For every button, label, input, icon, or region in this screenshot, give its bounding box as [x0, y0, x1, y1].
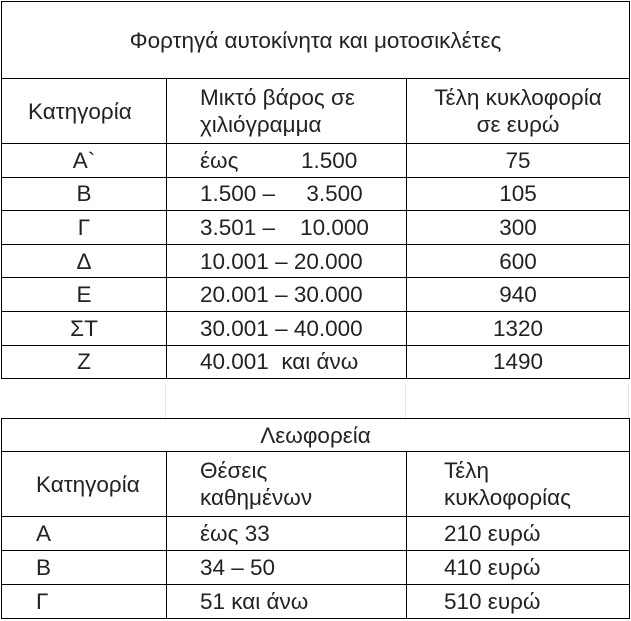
table-row — [2, 311, 630, 345]
header-fee-line1: Τέλη — [444, 458, 490, 483]
cell-category: Ε — [2, 278, 167, 312]
cell-fee: 210 ευρώ — [407, 517, 630, 551]
table-row — [2, 517, 630, 551]
table-title-row — [2, 2, 630, 79]
truck-table-title: Φορτηγά αυτοκίνητα και μοτοσικλέτες — [2, 2, 630, 79]
header-fee-line2: κυκλοφορίας — [444, 485, 571, 510]
spacer-divider — [405, 384, 406, 418]
cell-fee: 105 — [407, 177, 630, 211]
header-fee — [407, 79, 630, 144]
header-category — [2, 79, 167, 144]
header-category — [2, 452, 167, 517]
header-fee-line2: σε ευρώ — [476, 112, 560, 137]
header-seats-line2: καθημένων — [200, 485, 313, 510]
header-seats — [167, 452, 407, 517]
header-category-label: Κατηγορία — [28, 98, 132, 124]
cell-category: Α — [2, 517, 167, 551]
cell-weight: 40.001 και άνω — [167, 345, 407, 379]
table-row — [2, 278, 630, 312]
cell-weight: 20.001 – 30.000 — [167, 278, 407, 312]
cell-category: Γ — [2, 585, 167, 619]
cell-weight: 10.001 – 20.000 — [167, 244, 407, 278]
cell-fee: 300 — [407, 211, 630, 245]
cell-fee: 1320 — [407, 311, 630, 345]
bus-fees-table — [1, 418, 630, 619]
cell-seats: έως 33 — [167, 517, 407, 551]
cell-fee: 1490 — [407, 345, 630, 379]
cell-weight: 3.501 – 10.000 — [167, 211, 407, 245]
table-row — [2, 345, 630, 379]
cell-category: Β — [2, 551, 167, 585]
header-category-label: Κατηγορία — [36, 471, 140, 497]
cell-category: Γ — [2, 211, 167, 245]
header-weight-line1: Μικτό βάρος σε — [200, 85, 355, 110]
cell-weight: 30.001 – 40.000 — [167, 311, 407, 345]
cell-fee: 410 ευρώ — [407, 551, 630, 585]
table-row — [2, 585, 630, 619]
header-seats-line1: Θέσεις — [200, 458, 268, 483]
header-weight — [167, 79, 407, 144]
table-row — [2, 144, 630, 178]
header-fee — [407, 452, 630, 517]
cell-category: Δ — [2, 244, 167, 278]
cell-fee: 510 ευρώ — [407, 585, 630, 619]
cell-weight: έως 1.500 — [167, 144, 407, 178]
cell-seats: 51 και άνω — [167, 585, 407, 619]
table-row — [2, 211, 630, 245]
cell-category: Α` — [2, 144, 167, 178]
header-weight-line2: χιλιόγραμμα — [200, 112, 322, 137]
cell-fee: 940 — [407, 278, 630, 312]
bus-table-title: Λεωφορεία — [2, 419, 630, 452]
cell-seats: 34 – 50 — [167, 551, 407, 585]
cell-category: ΣΤ — [2, 311, 167, 345]
truck-fees-table — [1, 1, 630, 379]
cell-category: Ζ — [2, 345, 167, 379]
cell-category: Β — [2, 177, 167, 211]
table-spacer — [1, 384, 629, 418]
table-row — [2, 177, 630, 211]
cell-fee: 600 — [407, 244, 630, 278]
cell-weight: 1.500 – 3.500 — [167, 177, 407, 211]
spacer-divider — [165, 384, 166, 418]
table-row — [2, 551, 630, 585]
table-title-row — [2, 419, 630, 452]
header-fee-line1: Τέλη κυκλοφορία — [434, 85, 602, 110]
spacer-divider — [628, 384, 629, 418]
table-header-row — [2, 79, 630, 144]
table-row — [2, 244, 630, 278]
cell-fee: 75 — [407, 144, 630, 178]
table-header-row — [2, 452, 630, 517]
